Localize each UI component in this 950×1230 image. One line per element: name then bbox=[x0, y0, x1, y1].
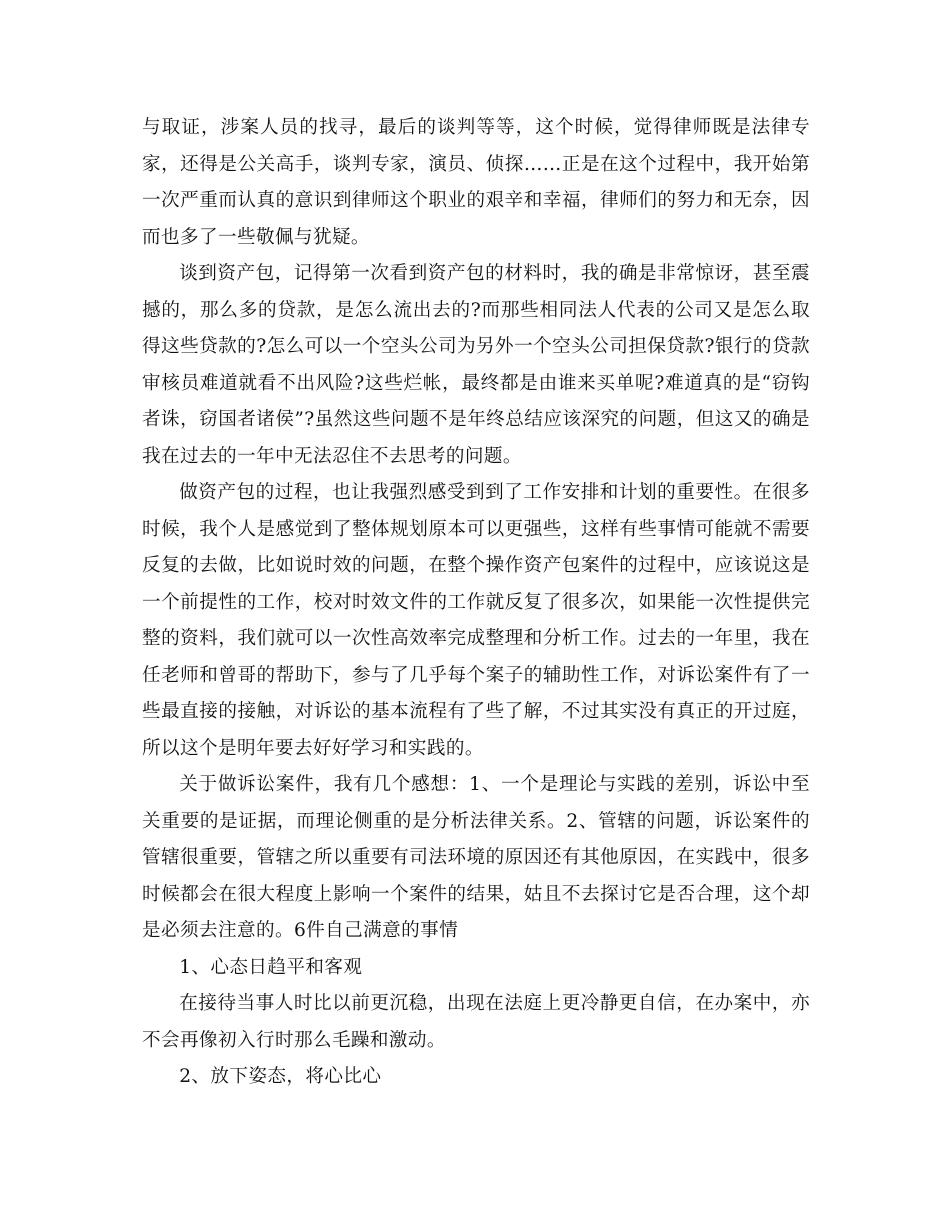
paragraph-litigation-thoughts: 关于做诉讼案件，我有几个感想：1、一个是理论与实践的差别，诉讼中至关重要的是证据，而理论侧重的是分析法律关系。2、管辖的问题，诉讼案件的管辖很重要，管辖之所以重要有司法环境的原因还有其他原因，在实践中，很多时候都会在很大程度上影响一个案件的结果，姑且不去探讨它是否合理，这个却是必须去注意的。6件自己满意的事情 bbox=[142, 774, 810, 941]
list-heading-2: 2、放下姿态，将心比心 bbox=[179, 1066, 382, 1087]
list-heading-1: 1、心态日趋平和客观 bbox=[179, 956, 363, 978]
paragraph-asset-package: 谈到资产包，记得第一次看到资产包的材料时，我的确是非常惊讶，甚至震撼的，那么多的贷款，是怎么流出去的?而那些相同法人代表的公司又是怎么取得这些贷款的?怎么可以一个空头公司为另外一个空头公司担保贷款?银行的贷款审核员难道就看不出风险?这些烂帐，最终都是由谁来买单呢?难道真的是“窃钩者诛，窃国者诸侯”?虽然这些问题不是年终总结应该深究的问题，但这又的确是我在过去的一年中无法忍住不去思考的问题。 bbox=[142, 263, 810, 467]
paragraph-continuation: 与取证，涉案人员的找寻，最后的谈判等等，这个时候，觉得律师既是法律专家，还得是公关高手，谈判专家，演员、侦探……正是在这个过程中，我开始第一次严重而认真的意识到律师这个职业的艰辛和幸福，律师们的努力和无奈，因而也多了一些敬佩与犹疑。 bbox=[142, 117, 810, 248]
paragraph-work-planning: 做资产包的过程，也让我强烈感受到到了工作安排和计划的重要性。在很多时候，我个人是感觉到了整体规划原本可以更强些，这样有些事情可能就不需要反复的去做，比如说时效的问题，在整个操作资产包案件的过程中，应该说这是一个前提性的工作，校对时效文件的工作就反复了很多次，如果能一次性提供完整的资料，我们就可以一次性高效率完成整理和分析工作。过去的一年里，我在任老师和曾哥的帮助下，参与了几乎每个案子的辅助性工作，对诉讼案件有了一些最直接的接触，对诉讼的基本流程有了些了解，不过其实没有真正的开过庭，所以这个是明年要去好好学习和实践的。 bbox=[142, 482, 810, 759]
document-body bbox=[142, 110, 810, 1096]
paragraph-composure: 在接待当事人时比以前更沉稳，出现在法庭上更冷静更自信，在办案中，亦不会再像初入行时那么毛躁和激动。 bbox=[142, 993, 810, 1051]
